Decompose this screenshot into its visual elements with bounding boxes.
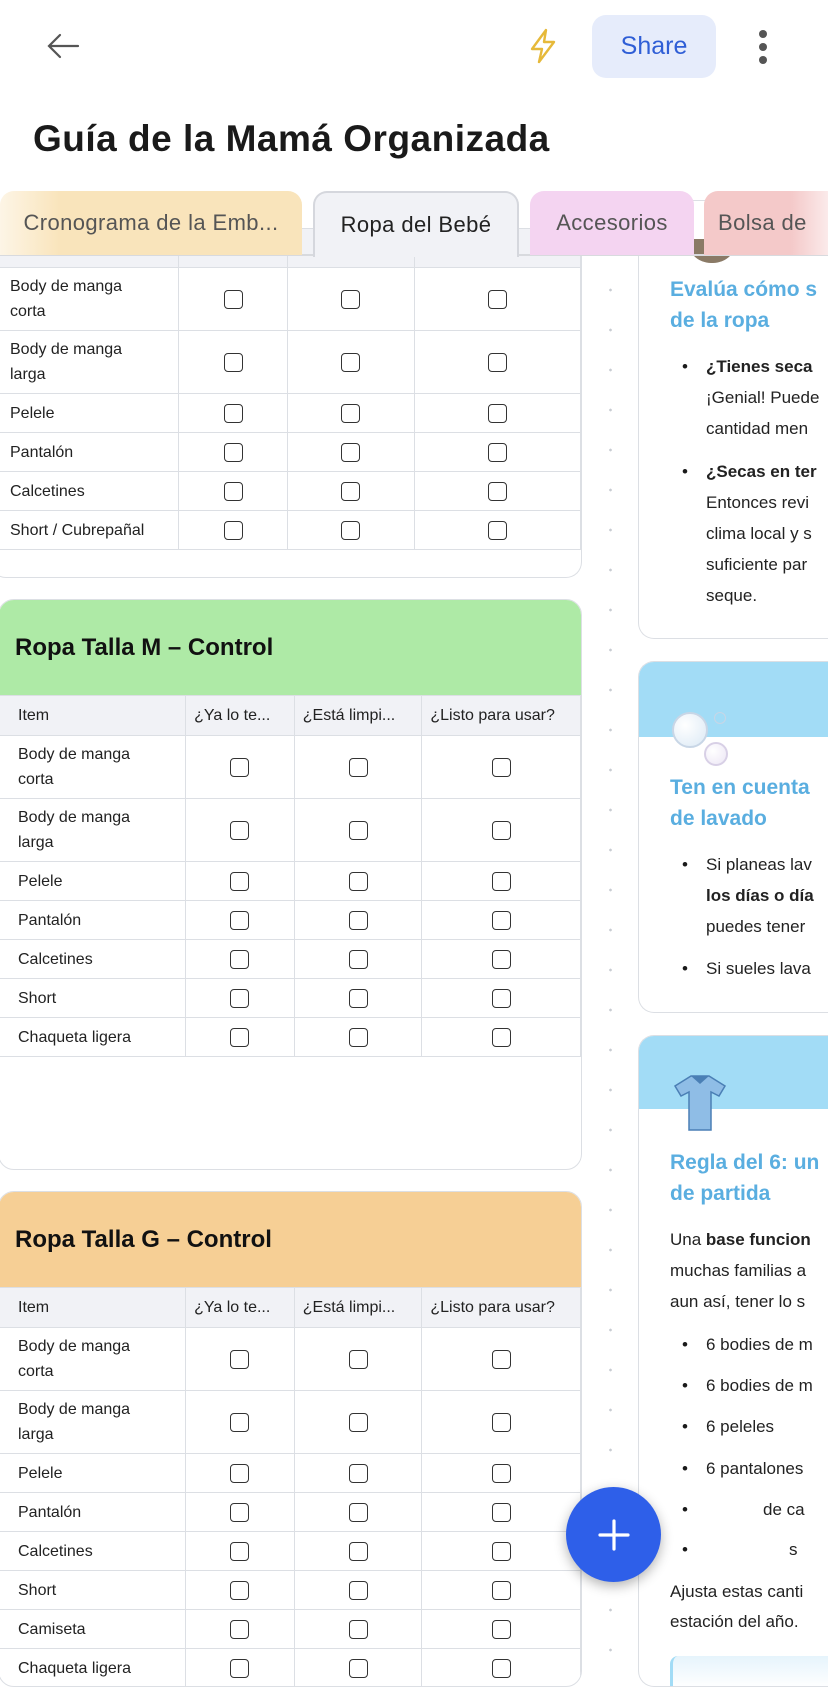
- table-card-partial: [0, 228, 582, 578]
- checkbox[interactable]: [492, 1542, 511, 1561]
- card-header: [639, 1036, 828, 1109]
- card-title: Evalúa cómo s: [670, 278, 818, 301]
- checkbox[interactable]: [488, 290, 507, 309]
- checkbox[interactable]: [349, 1464, 368, 1483]
- checkbox-cell: [179, 268, 287, 331]
- checkbox[interactable]: [349, 821, 368, 840]
- checkbox[interactable]: [492, 950, 511, 969]
- checkbox[interactable]: [341, 443, 360, 462]
- checkbox-cell: [294, 1493, 422, 1532]
- bullet-text: ¡Genial! Puede: [706, 388, 820, 407]
- item-cell[interactable]: [0, 1328, 186, 1391]
- checkbox[interactable]: [230, 758, 249, 777]
- item-label: Chaqueta ligera: [18, 1659, 131, 1677]
- column-header[interactable]: ¿Ya lo te...: [186, 1288, 295, 1328]
- checkbox-cell: [422, 1454, 581, 1493]
- table-row: [0, 1018, 581, 1057]
- item-cell[interactable]: [0, 799, 186, 862]
- tab-cronograma[interactable]: [0, 191, 302, 255]
- checkbox-cell: [422, 901, 581, 940]
- checkbox-cell: [415, 433, 581, 472]
- checkbox-cell: [179, 331, 287, 394]
- checkbox-cell: [294, 1018, 422, 1057]
- checkbox-cell: [294, 1571, 422, 1610]
- bullet-text: Entonces revi: [706, 493, 809, 512]
- checkbox-cell: [294, 1649, 422, 1687]
- checkbox-cell: [287, 268, 414, 331]
- bullet: •: [682, 1335, 688, 1354]
- checkbox-cell: [294, 940, 422, 979]
- item-cell[interactable]: [0, 1493, 186, 1532]
- checkbox[interactable]: [492, 758, 511, 777]
- item-label: Body de manga larga: [10, 341, 123, 383]
- checkbox[interactable]: [230, 1659, 249, 1678]
- item-label: Body de manga corta: [18, 1338, 131, 1380]
- checkbox[interactable]: [349, 1503, 368, 1522]
- checkbox[interactable]: [224, 443, 243, 462]
- checkbox[interactable]: [224, 521, 243, 540]
- checkbox[interactable]: [492, 1659, 511, 1678]
- bullet-text: de ca: [763, 1500, 805, 1519]
- bullet-text: clima local y s: [706, 524, 812, 543]
- checkbox[interactable]: [224, 290, 243, 309]
- checkbox[interactable]: [492, 989, 511, 1008]
- checkbox-cell: [422, 1571, 581, 1610]
- item-cell[interactable]: [0, 901, 186, 940]
- checkbox-cell: [186, 940, 295, 979]
- table-row: [0, 1610, 581, 1649]
- checkbox[interactable]: [341, 521, 360, 540]
- table-row: [0, 862, 581, 901]
- table-card-talla-m: [0, 599, 582, 1170]
- table-row: [0, 1649, 581, 1687]
- checkbox[interactable]: [230, 911, 249, 930]
- table-row: [0, 1454, 581, 1493]
- checkbox[interactable]: [230, 1413, 249, 1432]
- checkbox[interactable]: [492, 821, 511, 840]
- checkbox[interactable]: [488, 443, 507, 462]
- bullet: •: [682, 1459, 688, 1478]
- item-label: Short / Cubrepañal: [10, 521, 145, 539]
- table-row: [0, 1571, 581, 1610]
- checkbox-cell: [186, 901, 295, 940]
- checkbox[interactable]: [230, 1581, 249, 1600]
- checkbox-cell: [179, 433, 287, 472]
- checkbox[interactable]: [230, 1620, 249, 1639]
- table-title: Ropa Talla G – Control: [0, 1192, 581, 1287]
- card-header: [639, 662, 828, 737]
- table-row: [0, 1493, 581, 1532]
- checkbox[interactable]: [349, 1350, 368, 1369]
- bullet-text: 6 peleles: [706, 1417, 775, 1436]
- card-title: de la ropa: [670, 309, 770, 332]
- checkbox-cell: [186, 979, 295, 1018]
- item-label: Camiseta: [18, 1620, 86, 1638]
- checkbox-cell: [287, 394, 414, 433]
- bullet-bold: los días o día: [706, 886, 814, 905]
- checkbox-cell: [186, 1018, 295, 1057]
- checkbox-cell: [179, 472, 287, 511]
- item-cell[interactable]: [0, 268, 179, 331]
- checkbox[interactable]: [349, 950, 368, 969]
- item-label: Body de manga corta: [18, 746, 131, 788]
- checkbox[interactable]: [488, 353, 507, 372]
- checkbox-cell: [186, 1454, 295, 1493]
- column-header[interactable]: Item: [0, 696, 186, 736]
- tab-bar: [0, 191, 828, 255]
- item-cell[interactable]: [0, 433, 179, 472]
- column-header[interactable]: ¿Está limpi...: [294, 696, 422, 736]
- bullet: •: [682, 1540, 688, 1559]
- table-row: [0, 940, 581, 979]
- page-title: Guía de la Mamá Organizada: [33, 118, 550, 159]
- checkbox-cell: [422, 1532, 581, 1571]
- checkbox-cell: [422, 940, 581, 979]
- share-button[interactable]: Share: [592, 15, 716, 78]
- checkbox[interactable]: [492, 1464, 511, 1483]
- bullet: •: [682, 1417, 688, 1436]
- checkbox[interactable]: [488, 404, 507, 423]
- checkbox-cell: [186, 1391, 295, 1454]
- paragraph-text: Una: [670, 1230, 706, 1249]
- checkbox[interactable]: [492, 1413, 511, 1432]
- checkbox[interactable]: [224, 353, 243, 372]
- checkbox[interactable]: [224, 482, 243, 501]
- card-regla-del-6: [638, 1035, 828, 1687]
- paragraph-text: Ajusta estas canti: [670, 1582, 804, 1601]
- bullet: •: [682, 1376, 688, 1395]
- item-cell[interactable]: [0, 979, 186, 1018]
- paragraph-text: muchas familias a: [670, 1261, 807, 1280]
- checkbox-cell: [422, 979, 581, 1018]
- checkbox[interactable]: [492, 1581, 511, 1600]
- checkbox[interactable]: [488, 482, 507, 501]
- lightning-icon[interactable]: [526, 28, 560, 64]
- item-label: Pelele: [10, 404, 55, 422]
- tab-label: Accesorios: [556, 210, 668, 235]
- tab-label: Bolsa de: [718, 210, 807, 235]
- checkbox-cell: [294, 979, 422, 1018]
- checkbox[interactable]: [492, 1350, 511, 1369]
- checklist-table: [0, 695, 581, 1057]
- bullet-text: 6 bodies de m: [706, 1376, 813, 1395]
- checkbox-cell: [415, 268, 581, 331]
- checkbox[interactable]: [492, 1503, 511, 1522]
- column-header[interactable]: ¿Listo para usar?: [422, 696, 581, 736]
- tab-bolsa[interactable]: [704, 191, 828, 255]
- item-cell[interactable]: [0, 1610, 186, 1649]
- item-label: Pantalón: [18, 911, 82, 929]
- tab-label: Ropa del Bebé: [340, 212, 492, 237]
- item-label: Pantalón: [18, 1503, 82, 1521]
- back-button[interactable]: [44, 26, 84, 66]
- checkbox[interactable]: [230, 989, 249, 1008]
- checkbox-cell: [294, 1454, 422, 1493]
- checkbox[interactable]: [492, 1028, 511, 1047]
- table-row: [0, 394, 581, 433]
- checkbox[interactable]: [488, 521, 507, 540]
- table-row: [0, 799, 581, 862]
- card-title: Ten en cuenta: [670, 776, 810, 799]
- add-button[interactable]: [566, 1487, 661, 1582]
- bullet-text: 6 pantalones: [706, 1459, 804, 1478]
- item-cell[interactable]: [0, 1532, 186, 1571]
- bullet-text: 6 bodies de m: [706, 1335, 813, 1354]
- table-row: [0, 268, 581, 331]
- checkbox-cell: [186, 1493, 295, 1532]
- checkbox[interactable]: [341, 290, 360, 309]
- checkbox[interactable]: [492, 872, 511, 891]
- checkbox-cell: [294, 799, 422, 862]
- checkbox-cell: [294, 1328, 422, 1391]
- item-cell[interactable]: [0, 472, 179, 511]
- checkbox-cell: [415, 511, 581, 550]
- column-header[interactable]: ¿Ya lo te...: [186, 696, 295, 736]
- checkbox-cell: [415, 394, 581, 433]
- table-row: [0, 736, 581, 799]
- item-label: Short: [18, 989, 57, 1007]
- callout-box: [670, 1656, 828, 1687]
- checkbox[interactable]: [349, 1659, 368, 1678]
- card-evalua-secado: [638, 200, 828, 639]
- table-row: [0, 433, 581, 472]
- checkbox[interactable]: [230, 1464, 249, 1483]
- checkbox-cell: [422, 1493, 581, 1532]
- plus-icon: [597, 1518, 631, 1552]
- item-cell[interactable]: [0, 1454, 186, 1493]
- checkbox-cell: [287, 331, 414, 394]
- paragraph-text: aun así, tener lo s: [670, 1292, 806, 1311]
- checkbox-cell: [186, 1649, 295, 1687]
- table-row: [0, 511, 581, 550]
- checkbox[interactable]: [349, 758, 368, 777]
- card-lavado: [638, 661, 828, 1013]
- checkbox-cell: [422, 862, 581, 901]
- table-card-talla-g: [0, 1191, 582, 1687]
- table-title: Ropa Talla M – Control: [0, 600, 581, 695]
- checkbox-cell: [186, 799, 295, 862]
- checkbox-cell: [422, 1649, 581, 1687]
- bullet-bold: ¿Secas en ter: [706, 462, 817, 481]
- checkbox-cell: [294, 1532, 422, 1571]
- bullet-text: cantidad men: [706, 419, 809, 438]
- checkbox-cell: [186, 1610, 295, 1649]
- bullet: •: [682, 462, 688, 481]
- bullet-text: Si planeas lav: [706, 855, 812, 874]
- table-row: [0, 979, 581, 1018]
- bullet-text: seque.: [706, 586, 758, 605]
- item-label: Short: [18, 1581, 57, 1599]
- checkbox-cell: [422, 736, 581, 799]
- checkbox[interactable]: [230, 1350, 249, 1369]
- item-cell[interactable]: [0, 736, 186, 799]
- card-title: de lavado: [670, 807, 767, 830]
- table-row: [0, 901, 581, 940]
- bullet: •: [682, 959, 688, 978]
- checkbox[interactable]: [349, 1581, 368, 1600]
- checkbox-cell: [287, 433, 414, 472]
- table-row: [0, 1532, 581, 1571]
- checkbox-cell: [415, 331, 581, 394]
- checklist-table: [0, 228, 581, 550]
- item-cell[interactable]: [0, 862, 186, 901]
- checkbox[interactable]: [349, 1413, 368, 1432]
- checkbox[interactable]: [341, 482, 360, 501]
- item-cell[interactable]: [0, 394, 179, 433]
- checkbox[interactable]: [224, 404, 243, 423]
- tab-ropa-del-bebe[interactable]: [313, 191, 519, 257]
- column-header[interactable]: ¿Listo para usar?: [422, 1288, 581, 1328]
- item-cell[interactable]: [0, 1649, 186, 1687]
- item-cell[interactable]: [0, 1018, 186, 1057]
- checkbox-cell: [294, 901, 422, 940]
- table-row: [0, 331, 581, 394]
- checkbox-cell: [422, 1610, 581, 1649]
- checkbox[interactable]: [230, 1542, 249, 1561]
- checkbox-cell: [186, 1328, 295, 1391]
- column-divider: [609, 270, 612, 1680]
- checkbox[interactable]: [349, 872, 368, 891]
- checkbox-cell: [186, 1571, 295, 1610]
- checkbox-cell: [422, 1328, 581, 1391]
- checkbox[interactable]: [349, 1028, 368, 1047]
- paragraph-text: estación del año.: [670, 1612, 799, 1631]
- checkbox-cell: [179, 394, 287, 433]
- item-cell[interactable]: [0, 940, 186, 979]
- checkbox-cell: [294, 862, 422, 901]
- checkbox-cell: [186, 736, 295, 799]
- checkbox-cell: [186, 862, 295, 901]
- checkbox-cell: [415, 472, 581, 511]
- item-label: Calcetines: [10, 482, 85, 500]
- paragraph-bold: base funcion: [705, 1230, 811, 1249]
- checkbox-cell: [294, 736, 422, 799]
- checkbox[interactable]: [349, 989, 368, 1008]
- checkbox[interactable]: [341, 353, 360, 372]
- item-cell[interactable]: [0, 511, 179, 550]
- arrow-left-icon: [44, 26, 84, 66]
- item-label: Pantalón: [10, 443, 74, 461]
- checkbox[interactable]: [230, 1028, 249, 1047]
- checkbox[interactable]: [341, 404, 360, 423]
- shirt-icon: [671, 1072, 729, 1132]
- checkbox-cell: [287, 472, 414, 511]
- checkbox-cell: [186, 1532, 295, 1571]
- item-label: Pelele: [18, 1464, 63, 1482]
- item-label: Body de manga larga: [18, 809, 131, 851]
- checkbox[interactable]: [349, 911, 368, 930]
- checkbox[interactable]: [230, 821, 249, 840]
- column-header[interactable]: ¿Está limpi...: [294, 1288, 422, 1328]
- bullet-bold: ¿Tienes seca: [706, 357, 813, 376]
- checkbox-cell: [422, 1018, 581, 1057]
- checkbox[interactable]: [492, 1620, 511, 1639]
- checkbox-cell: [422, 1391, 581, 1454]
- checkbox[interactable]: [230, 1503, 249, 1522]
- checkbox[interactable]: [492, 911, 511, 930]
- checkbox-cell: [179, 511, 287, 550]
- bullet: •: [682, 1500, 688, 1519]
- item-cell[interactable]: [0, 331, 179, 394]
- more-options-icon[interactable]: [748, 26, 778, 68]
- item-label: Calcetines: [18, 950, 93, 968]
- checkbox-cell: [294, 1610, 422, 1649]
- bullet-text: puedes tener: [706, 917, 806, 936]
- item-label: Calcetines: [18, 1542, 93, 1560]
- tab-accesorios[interactable]: [530, 191, 694, 255]
- item-label: Body de manga larga: [18, 1401, 131, 1443]
- item-label: Body de manga corta: [10, 278, 123, 320]
- bullet-text: suficiente par: [706, 555, 808, 574]
- item-label: Chaqueta ligera: [18, 1028, 131, 1046]
- checkbox[interactable]: [230, 872, 249, 891]
- item-cell[interactable]: [0, 1571, 186, 1610]
- bullet-text: s: [789, 1540, 798, 1559]
- checkbox-cell: [294, 1391, 422, 1454]
- table-row: [0, 1328, 581, 1391]
- bullet: •: [682, 357, 688, 376]
- tab-label: Cronograma de la Emb...: [23, 210, 279, 235]
- bullet-text: Si sueles lava: [706, 959, 811, 978]
- checkbox-cell: [287, 511, 414, 550]
- checkbox-cell: [422, 799, 581, 862]
- item-label: Pelele: [18, 872, 63, 890]
- checklist-table: [0, 1287, 581, 1687]
- table-row: [0, 472, 581, 511]
- bullet: •: [682, 855, 688, 874]
- card-title: Regla del 6: un: [670, 1151, 820, 1174]
- checkbox[interactable]: [349, 1542, 368, 1561]
- checkbox[interactable]: [349, 1620, 368, 1639]
- checkbox[interactable]: [230, 950, 249, 969]
- table-row: [0, 1391, 581, 1454]
- item-cell[interactable]: [0, 1391, 186, 1454]
- card-title: de partida: [670, 1182, 771, 1205]
- column-header[interactable]: Item: [0, 1288, 186, 1328]
